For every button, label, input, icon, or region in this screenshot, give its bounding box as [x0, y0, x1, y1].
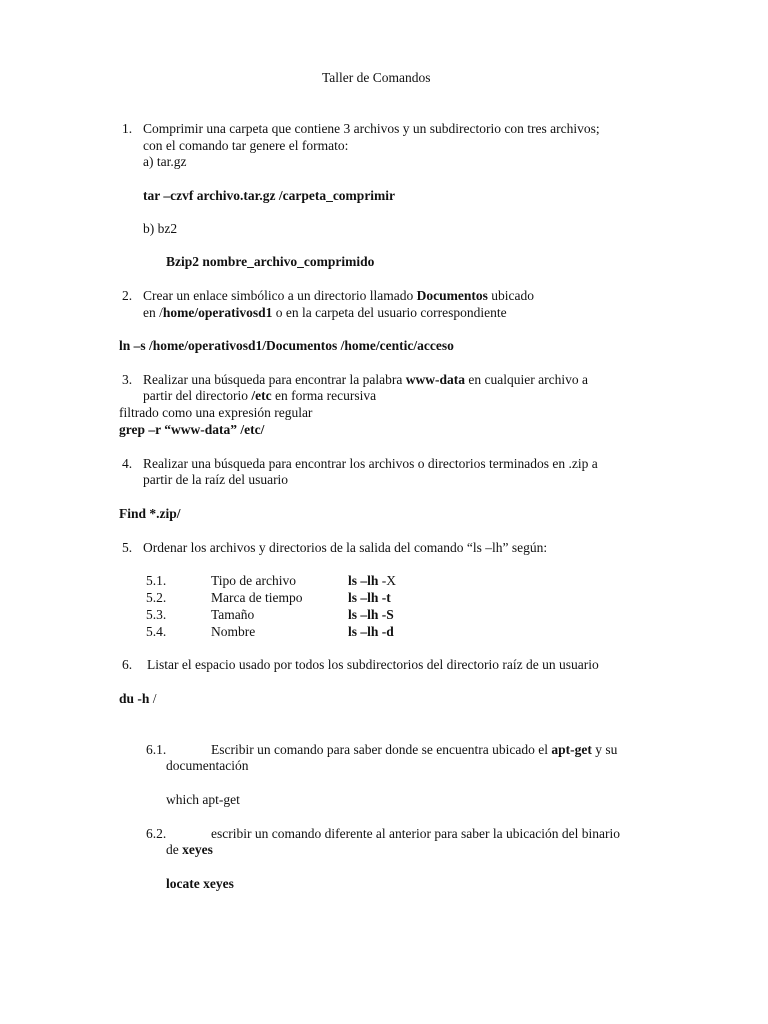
q1-command-a: tar –czvf archivo.tar.gz /carpeta_comprimir	[143, 188, 396, 203]
q6-sub2-number: 6.2.	[146, 826, 167, 841]
q2-command: ln –s /home/operativosd1/Documentos /home/centic/acceso	[119, 338, 454, 353]
q1-number: 1.	[122, 121, 133, 136]
q6-sub2-command: locate xeyes	[166, 876, 234, 891]
q1-command-b: Bzip2 nombre_archivo_comprimido	[166, 254, 375, 269]
q3-number: 3.	[122, 372, 133, 387]
q3-line2: partir del directorio /etc en forma recursiva	[143, 388, 377, 403]
document-title: Taller de Comandos	[322, 70, 431, 85]
q4-line2: partir de la raíz del usuario	[143, 472, 289, 487]
q5-row-command: ls –lh -d	[348, 624, 394, 639]
q5-row-number: 5.2.	[146, 590, 167, 605]
q5-row-label: Tipo de archivo	[211, 573, 296, 588]
q6-sub1-line2: documentación	[166, 758, 249, 773]
q1-option-a: a) tar.gz	[143, 154, 187, 169]
q6-number: 6.	[122, 657, 133, 672]
q1-line1: Comprimir una carpeta que contiene 3 archivos y un subdirectorio con tres archivos;	[143, 121, 600, 136]
q4-number: 4.	[122, 456, 133, 471]
q5-row-command: ls –lh -S	[348, 607, 394, 622]
q2-line2: en /home/operativosd1 o en la carpeta del usuario correspondiente	[143, 305, 507, 320]
q5-row-number: 5.1.	[146, 573, 167, 588]
q5-line1: Ordenar los archivos y directorios de la salida del comando “ls –lh” según:	[143, 540, 548, 555]
q1-line2: con el comando tar genere el formato:	[143, 138, 349, 153]
q5-row-label: Nombre	[211, 624, 256, 639]
q6-sub1-command: which apt-get	[166, 792, 240, 807]
q5-row-command: ls –lh -t	[348, 590, 391, 605]
q6-sub1-number: 6.1.	[146, 742, 167, 757]
q6-sub1-line1: Escribir un comando para saber donde se encuentra ubicado el apt-get y su	[211, 742, 618, 757]
q5-row-number: 5.3.	[146, 607, 167, 622]
q3-line3: filtrado como una expresión regular	[119, 405, 313, 420]
q6-line1: Listar el espacio usado por todos los subdirectorios del directorio raíz de un usuario	[147, 657, 599, 672]
q2-number: 2.	[122, 288, 133, 303]
q6-sub2-line1: escribir un comando diferente al anterior para saber la ubicación del binario	[211, 826, 620, 841]
q6-command: du -h /	[119, 691, 157, 706]
q2-line1: Crear un enlace simbólico a un directorio llamado Documentos ubicado	[143, 288, 535, 303]
q4-line1: Realizar una búsqueda para encontrar los archivos o directorios terminados en .zip a	[143, 456, 598, 471]
q3-line1: Realizar una búsqueda para encontrar la palabra www-data en cualquier archivo a	[143, 372, 588, 387]
q6-sub2-line2: de xeyes	[166, 842, 213, 857]
q5-number: 5.	[122, 540, 133, 555]
q4-command: Find *.zip/	[119, 506, 181, 521]
q5-row-number: 5.4.	[146, 624, 167, 639]
q5-row-command: ls –lh -X	[348, 573, 397, 588]
q3-command: grep –r “www-data” /etc/	[119, 422, 265, 437]
q5-row-label: Tamaño	[211, 607, 255, 622]
q5-row-label: Marca de tiempo	[211, 590, 303, 605]
q1-option-b: b) bz2	[143, 221, 178, 236]
